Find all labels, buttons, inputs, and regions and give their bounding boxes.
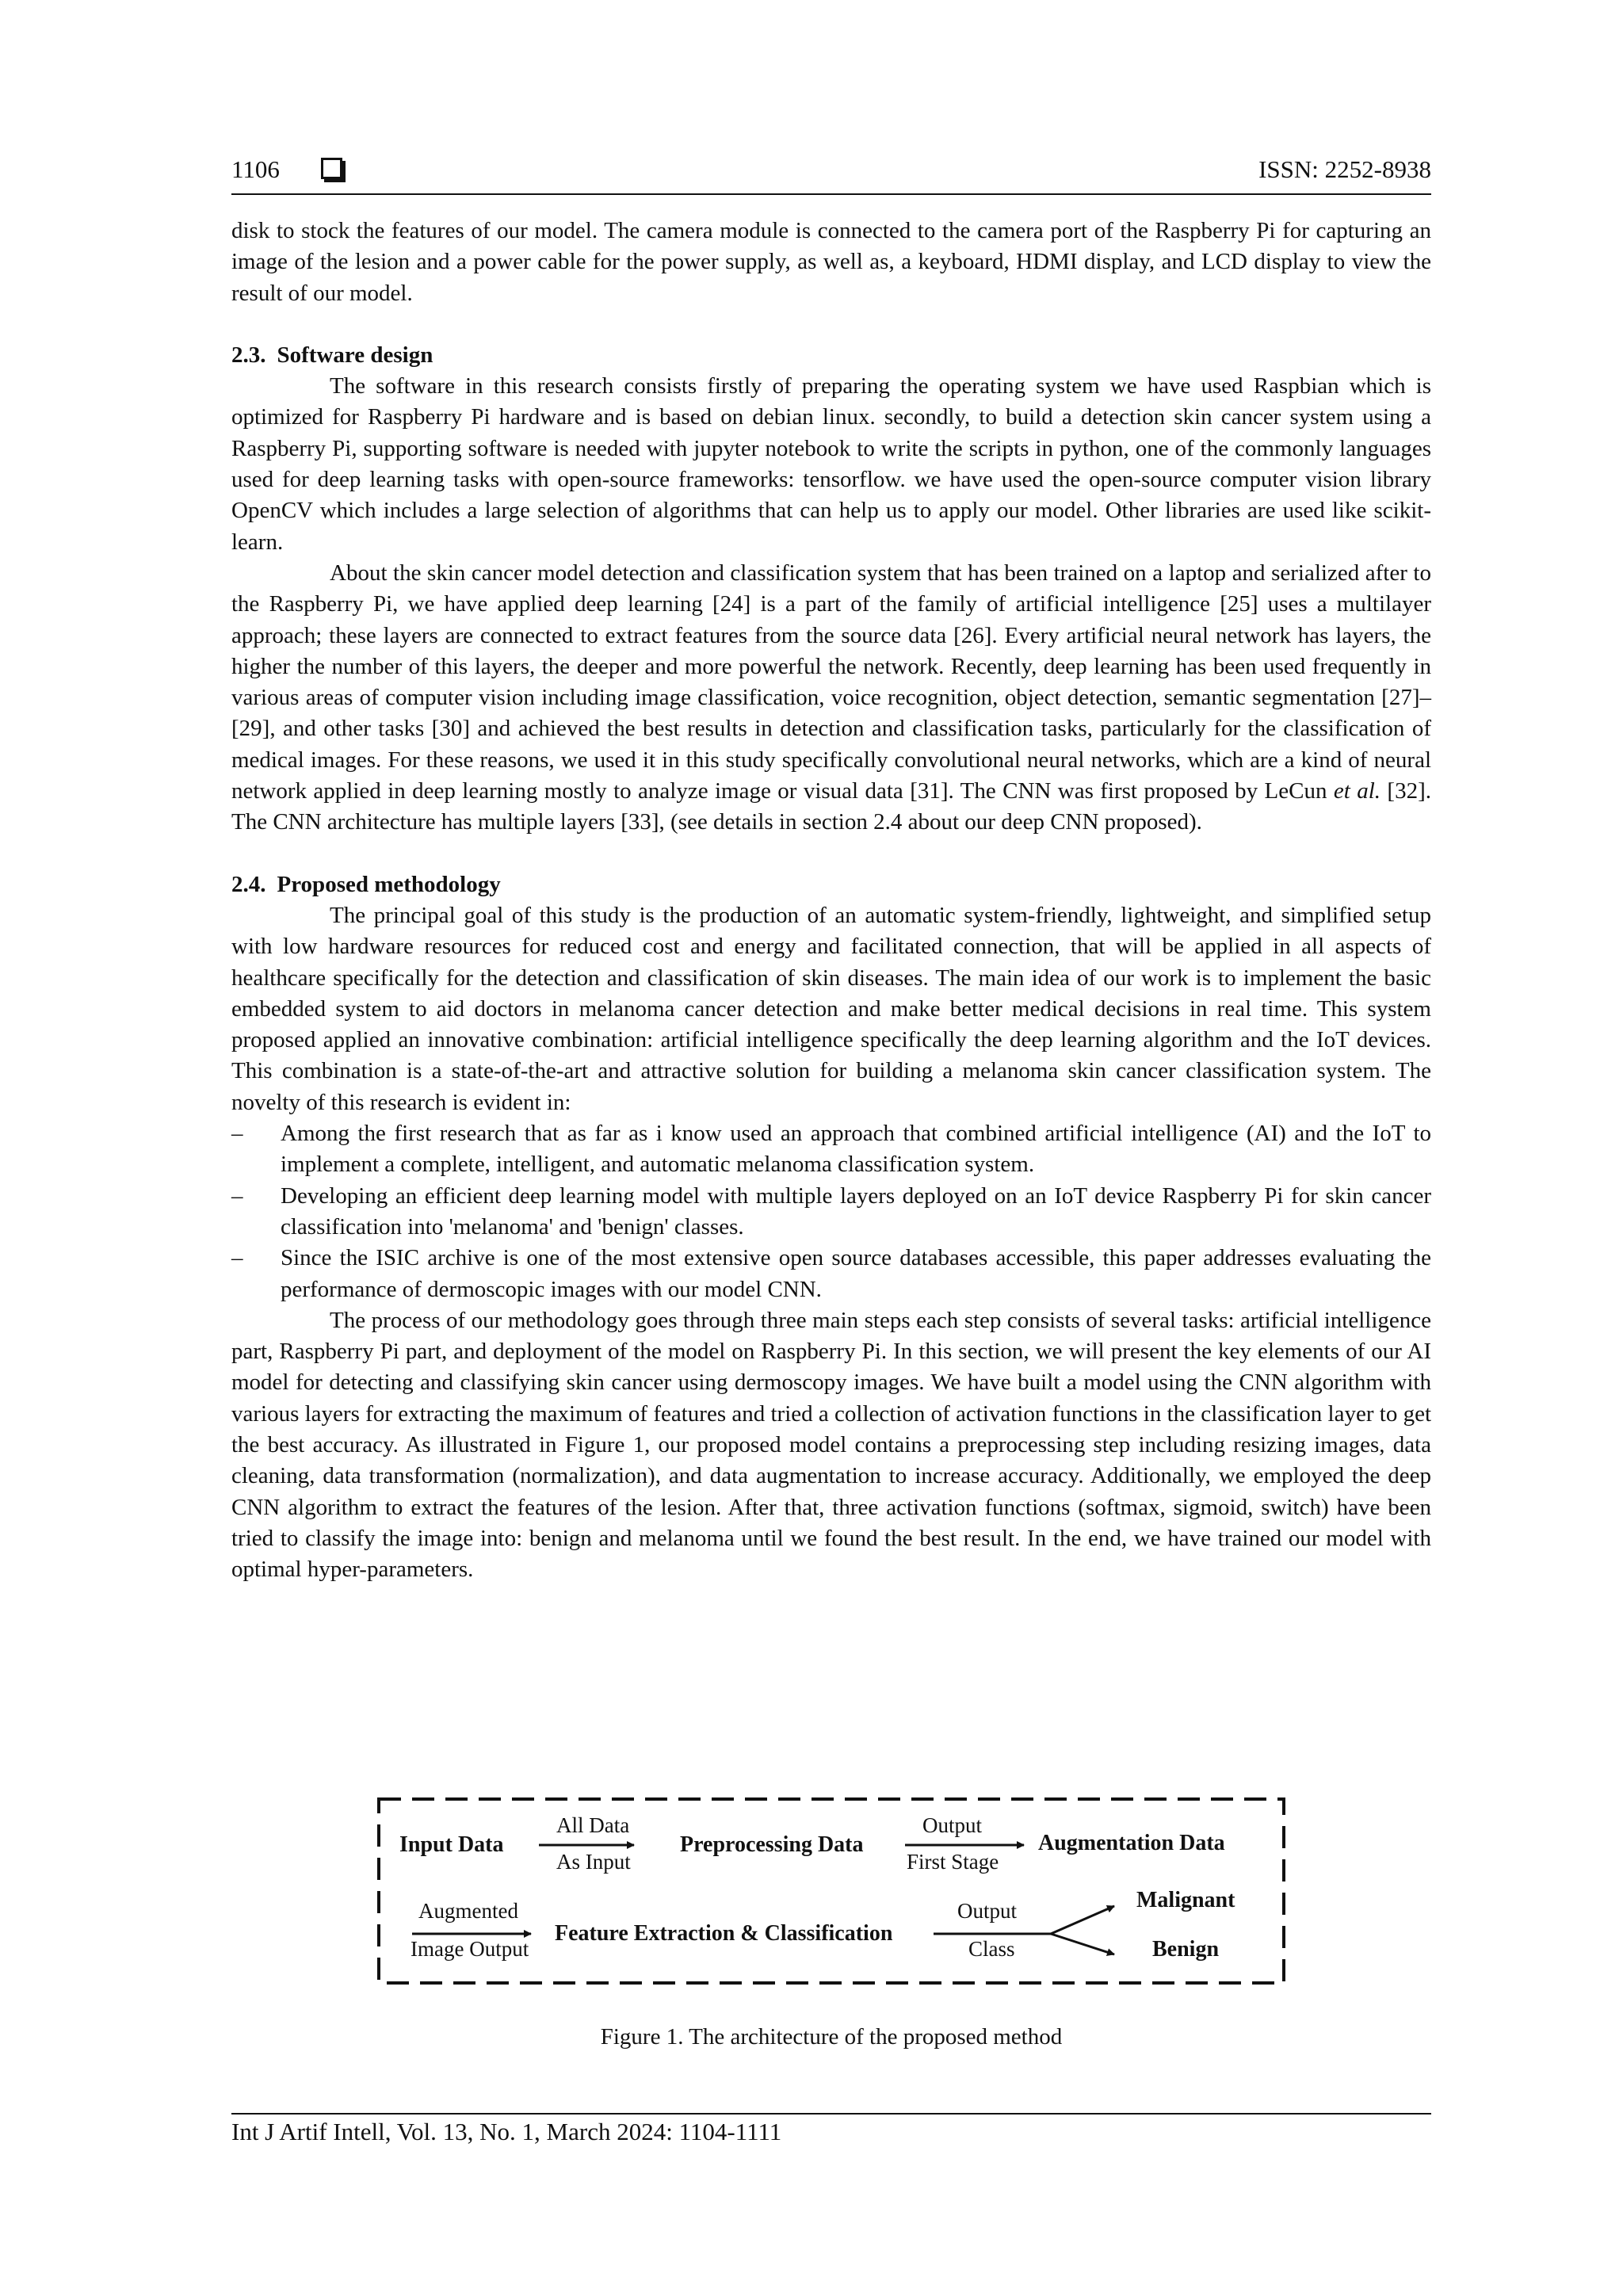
list-item: – Developing an efficient deep learning model with multiple layers deployed on an IoT device Raspberry Pi for skin cancer classification into 'melanoma' and 'benign' classes.	[231, 1182, 1431, 1240]
label-image-output: Image Output	[411, 1937, 529, 1961]
section-heading-proposed-methodology: 2.4. Proposed methodology	[231, 871, 501, 897]
paragraph: The process of our methodology goes through three main steps each step consists of several tasks: artificial intelligence part, Raspberry Pi part, and deployment of the model on Raspberry Pi. In this section, we will present the key elements of our AI model for detecting and classifying skin cancer using dermoscopy images. We have built a model using the CNN algorithm with various layers for extracting the maximum of features and tried a collection of activation functions in the classification layer to get the best accuracy. As illustrated in Figure 1, our proposed model contains a preprocessing step including resizing images, data cleaning, data transformation (normalization), and data augmentation to increase accuracy. Additionally, we employed the deep CNN algorithm to extract the features of the lesion. After that, three activation functions (softmax, sigmoid, switch) have been tried to classify the image into: benign and melanoma until we found the best result. In the end, we have trained our model with optimal hyper-parameters.	[231, 1307, 1431, 1583]
label-as-input: As Input	[556, 1850, 631, 1874]
node-preprocessing-data: Preprocessing Data	[680, 1832, 864, 1857]
node-input-data: Input Data	[399, 1832, 504, 1857]
novelty-list	[231, 1118, 1431, 1305]
section-heading-software-design: 2.3. Software design	[231, 342, 433, 368]
body-text	[231, 216, 1431, 1585]
list-item: – Since the ISIC archive is one of the most extensive open source databases accessible, this paper addresses evaluating the performance of dermoscopic images with our model CNN.	[231, 1245, 1431, 1302]
node-augmentation-data: Augmentation Data	[1038, 1831, 1225, 1855]
label-augmented: Augmented	[418, 1899, 518, 1923]
arrow-to-malignant	[1051, 1906, 1114, 1934]
label-output-1: Output	[922, 1813, 983, 1837]
list-item: – Among the first research that as far as i know used an approach that combined artificial intelligence (AI) and the IoT to implement a complete, intelligent, and automatic melanoma classification system.	[231, 1121, 1431, 1178]
label-output-2: Output	[957, 1899, 1018, 1923]
header-left	[231, 155, 342, 184]
footer-rule	[231, 2113, 1431, 2115]
footer-citation: Int J Artif Intell, Vol. 13, No. 1, March 2024: 1104-1111	[231, 2118, 782, 2145]
page-header	[231, 155, 1431, 184]
arrow-to-benign	[1051, 1934, 1114, 1954]
node-feature-extraction: Feature Extraction & Classification	[555, 1921, 893, 1946]
label-class: Class	[968, 1937, 1015, 1961]
figure-caption: Figure 1. The architecture of the proposed method	[600, 2024, 1063, 2050]
paragraph: About the skin cancer model detection and classification system that has been trained on a laptop and serialized after to the Raspberry Pi, we have applied deep learning [24] is a part of the family of artificial intelligence [25] uses a multilayer approach; these layers are connected to extract features from the source data [26]. Every artificial neural network has layers, the higher the number of this layers, the deeper and more powerful the network. Recently, deep learning has been used frequently in various areas of computer vision including image classification, voice recognition, object detection, semantic segmentation [27]–[29], and other tasks [30] and achieved the best results in detection and classification tasks, particularly for the classification of medical images. For these reasons, we used it in this study specifically convolutional neural networks, which are a kind of neural network applied in deep learning mostly to analyze image or visual data [31]. The CNN was first proposed by LeCun et al. [32]. The CNN architecture has multiple layers [33], (see details in section 2.4 about our deep CNN proposed).	[231, 560, 1431, 835]
paragraph: The principal goal of this study is the production of an automatic system-friendly, lightweight, and simplified setup with low hardware resources for reduced cost and energy and facilitated connection, that will be applied in all aspects of healthcare specifically for the detection and classification of skin diseases. The main idea of our work is to implement the basic embedded system to aid doctors in melanoma cancer detection and make better medical decisions in real time. This system proposed applied an innovative combination: artificial intelligence specifically the deep learning algorithm and the IoT devices. This combination is a state-of-the-art and attractive solution for building a melanoma skin cancer classification system. The novelty of this research is evident in:	[231, 902, 1431, 1115]
label-first-stage: First Stage	[907, 1850, 999, 1874]
paragraph: The software in this research consists firstly of preparing the operating system we have used Raspbian which is optimized for Raspberry Pi hardware and is based on debian linux. secondly, to build a detection skin cancer system using a Raspberry Pi, supporting software is needed with jupyter notebook to write the scripts in python, one of the commonly languages used for deep learning tasks with open-source frameworks: tensorflow. we have used the open-source computer vision library OpenCV which includes a large selection of algorithms that can help us to apply our model. Other libraries are used like scikit-learn.	[231, 373, 1431, 555]
page-number: 1106	[231, 155, 280, 183]
square-bullet-icon	[321, 158, 342, 179]
architecture-diagram	[372, 1793, 1292, 1991]
node-malignant: Malignant	[1136, 1888, 1235, 1912]
node-benign: Benign	[1152, 1937, 1220, 1962]
label-all-data: All Data	[556, 1813, 630, 1837]
issn: ISSN: 2252-8938	[1258, 155, 1431, 183]
paragraph-continued: disk to stock the features of our model. The camera module is connected to the camera port of the Raspberry Pi for capturing an image of the lesion and a power cable for the power supply, as well as, a keyboard, HDMI display, and LCD display to view the result of our model.	[231, 218, 1431, 306]
header-rule	[231, 193, 1431, 195]
